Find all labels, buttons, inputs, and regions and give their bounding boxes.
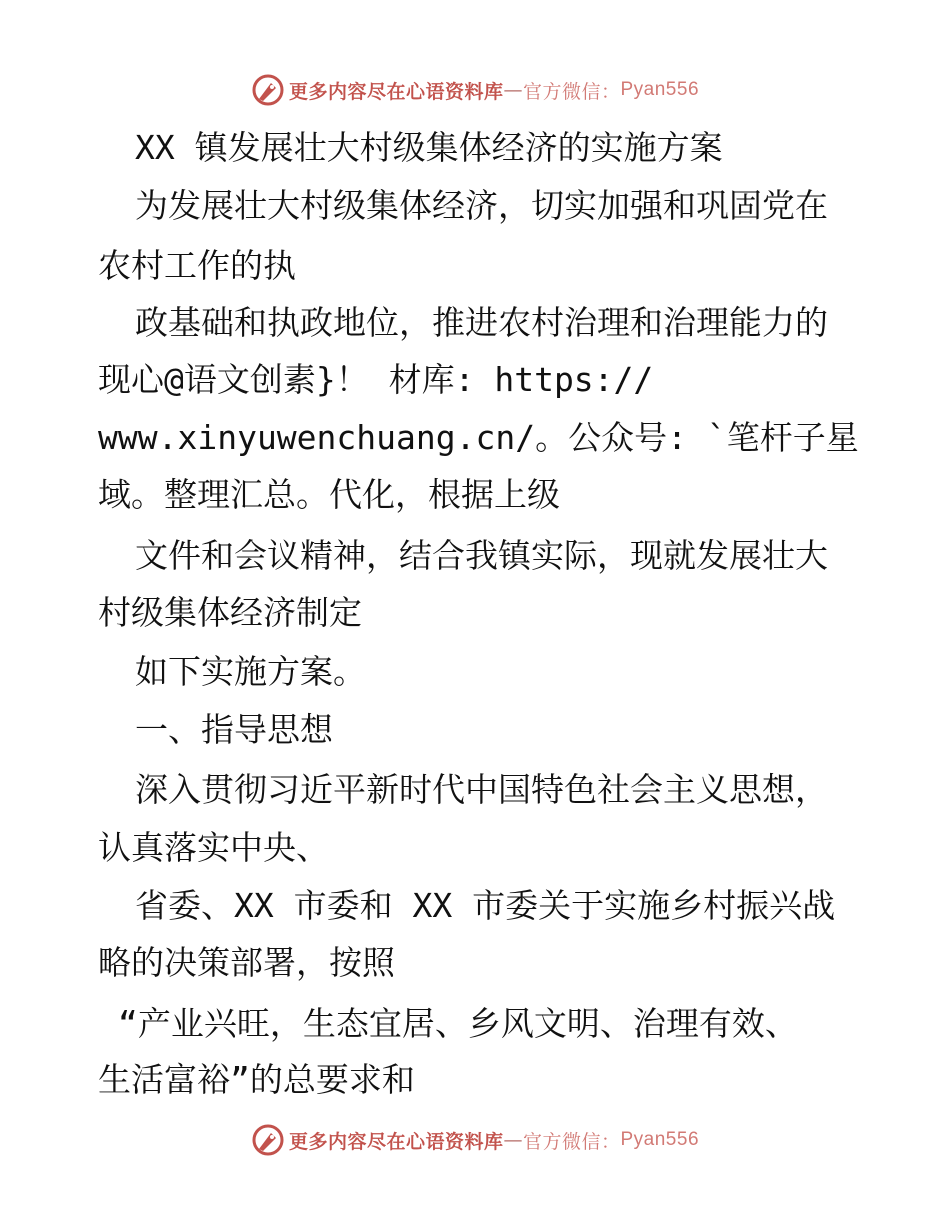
banner-separator: — xyxy=(503,1129,523,1151)
document-line: 村级集体经济制定 xyxy=(98,593,362,632)
document-line: “产业兴旺，生态宜居、乡风文明、治理有效、 xyxy=(118,1004,798,1043)
document-line: 现心@语文创素}！ 材库: https:// xyxy=(98,360,654,399)
banner-main-text: 更多内容尽在心语资料库 xyxy=(288,80,504,103)
document-line: 农村工作的执 xyxy=(98,246,296,285)
document-line: 认真落实中央、 xyxy=(98,828,329,867)
banner-wechat-label: 官方微信： xyxy=(522,80,621,103)
document-line: 为发展壮大村级集体经济，切实加强和巩固党在 xyxy=(135,186,828,225)
document-line: 域。整理汇总。代化，根据上级 xyxy=(98,475,560,514)
banner-wechat-label: 官方微信： xyxy=(522,1130,621,1153)
document-line: 政基础和执政地位，推进农村治理和治理能力的 xyxy=(135,303,828,342)
section-heading: 一、指导思想 xyxy=(135,710,333,749)
pen-nib-logo-icon xyxy=(251,73,285,107)
header-banner xyxy=(0,70,950,110)
document-line: www.xinyuwenchuang.cn/。公众号: `笔杆子星 xyxy=(98,418,859,457)
document-title: XX 镇发展壮大村级集体经济的实施方案 xyxy=(135,128,723,167)
document-line: 如下实施方案。 xyxy=(135,652,366,691)
document-line: 略的决策部署，按照 xyxy=(98,943,395,982)
banner-separator: — xyxy=(503,79,523,101)
pen-nib-logo-icon xyxy=(251,1123,285,1157)
document-line: 生活富裕”的总要求和 xyxy=(98,1060,415,1099)
document-line: 深入贯彻习近平新时代中国特色社会主义思想， xyxy=(135,770,828,809)
banner-wechat-id: Pyan556 xyxy=(620,79,700,100)
footer-banner xyxy=(0,1120,950,1160)
banner-wechat-id: Pyan556 xyxy=(620,1129,700,1150)
banner-main-text: 更多内容尽在心语资料库 xyxy=(288,1130,504,1153)
document-line: 文件和会议精神，结合我镇实际，现就发展壮大 xyxy=(135,536,828,575)
document-line: 省委、XX 市委和 XX 市委关于实施乡村振兴战 xyxy=(135,886,836,925)
